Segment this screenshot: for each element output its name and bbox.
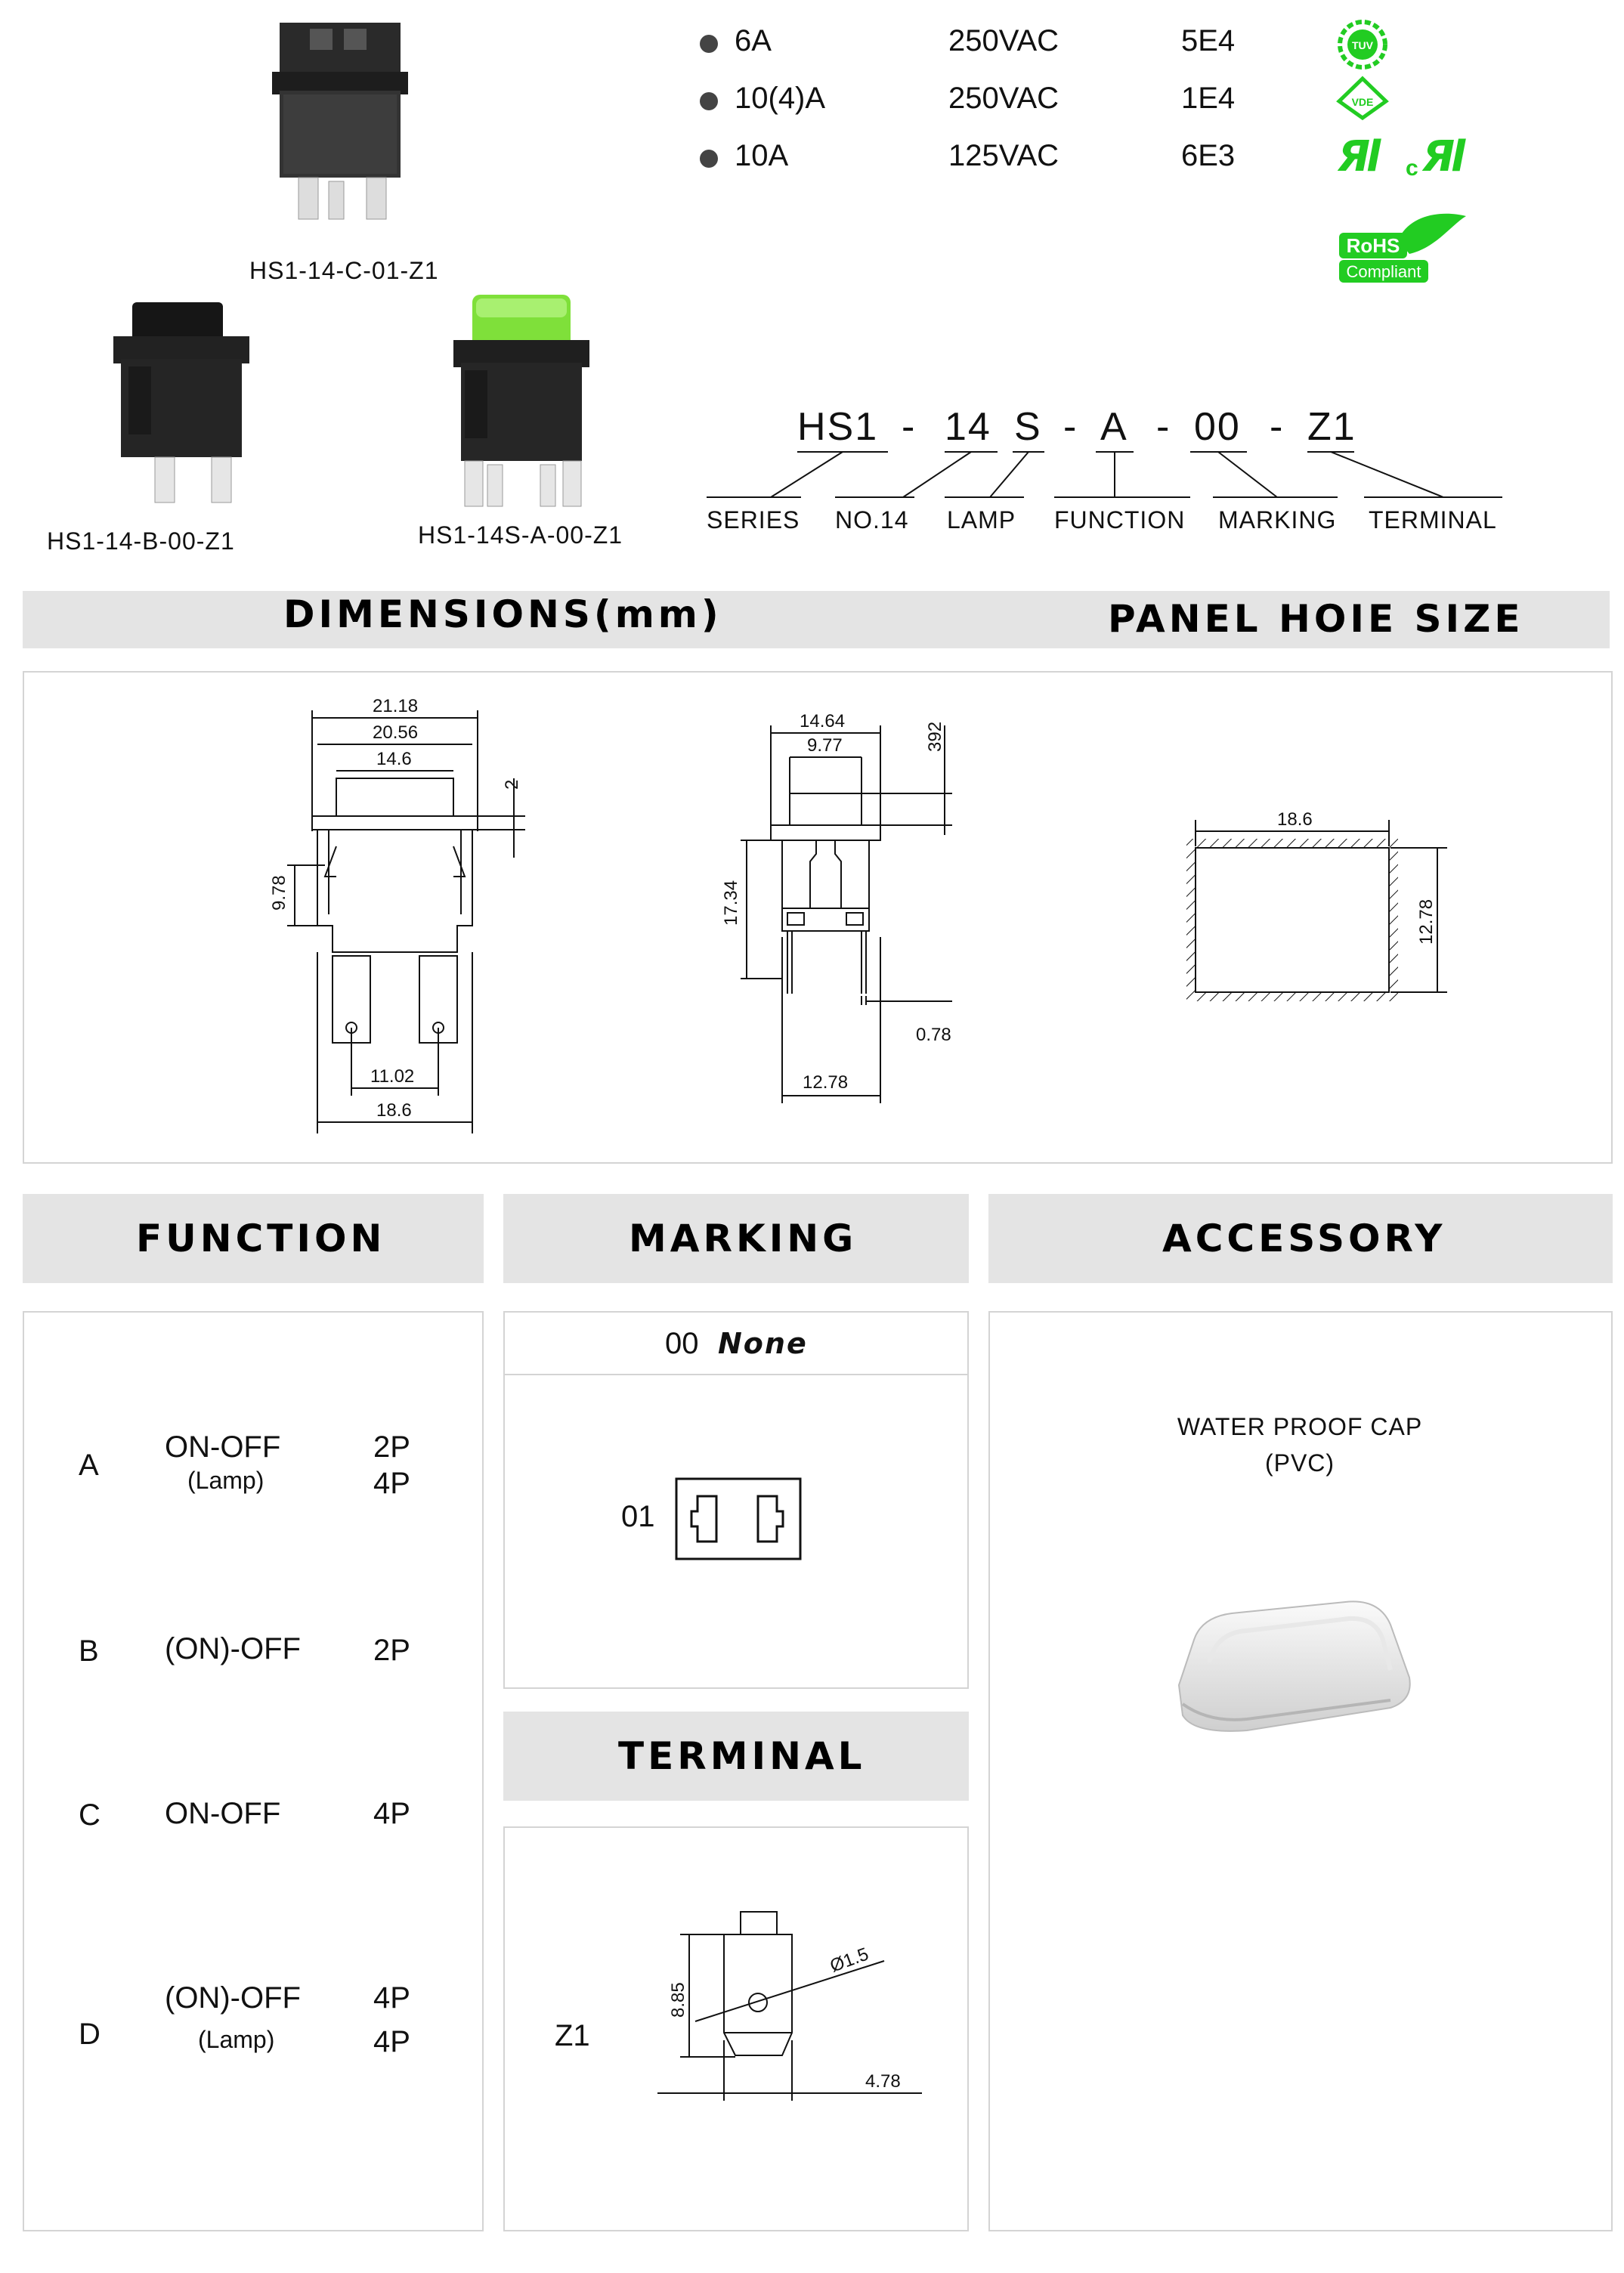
side-view-drawing [710, 695, 998, 1118]
function-pole: 4P [373, 1981, 410, 2015]
code-series: HS1 [797, 405, 879, 449]
svg-text:l: l [1451, 136, 1466, 178]
marking-title: MARKING [629, 1217, 858, 1260]
function-name: ON-OFF [165, 1797, 281, 1830]
bullet-icon [700, 35, 718, 53]
terminal-height-dim: 8.85 [668, 1982, 688, 2018]
rating-current: 6A [735, 24, 772, 57]
part-code-diagram [695, 400, 1511, 544]
rohs-logo-icon [1338, 210, 1474, 286]
code-dash: - [1063, 405, 1078, 449]
accessory-title: ACCESSORY [1162, 1217, 1446, 1260]
code-label-number: NO.14 [835, 506, 909, 533]
marking-divider [505, 1374, 967, 1375]
dim-side-base: 12.78 [803, 1072, 849, 1093]
function-code: C [79, 1798, 101, 1832]
dim-front-top: 2 [502, 779, 522, 790]
rating-row [695, 23, 1285, 68]
svg-text:Я: Я [1338, 136, 1371, 178]
product-label-s: HS1-14S-A-00-Z1 [418, 521, 623, 549]
function-pole: 2P [373, 1634, 410, 1667]
rating-voltage: 250VAC [948, 24, 1059, 57]
rating-cycles: 1E4 [1181, 82, 1236, 115]
code-label-series: SERIES [707, 506, 800, 533]
code-dash: - [1156, 405, 1171, 449]
function-pole: 4P [373, 1467, 410, 1500]
code-label-lamp: LAMP [947, 506, 1016, 533]
function-name: (ON)-OFF [165, 1632, 301, 1665]
function-title: FUNCTION [136, 1217, 386, 1260]
bullet-icon [700, 92, 718, 110]
dim-front-w1: 21.18 [373, 696, 419, 716]
accessory-line2: (PVC) [1264, 1449, 1335, 1477]
dim-side-w2: 9.77 [807, 735, 843, 756]
panel-hole-title: PANEL HOIE SIZE [1108, 597, 1524, 641]
marking-none-label: None [718, 1327, 808, 1360]
function-name: ON-OFF [165, 1430, 281, 1464]
accessory-line1: WATER PROOF CAP [1177, 1413, 1423, 1440]
function-pole: 2P [373, 1430, 410, 1464]
rating-row [695, 80, 1285, 125]
dim-front-pitch: 11.02 [370, 1066, 415, 1087]
function-code: B [79, 1634, 99, 1668]
marking-01-symbol-icon [675, 1477, 803, 1562]
function-note: (Lamp) [187, 1467, 264, 1494]
dim-side-top: 392 [925, 721, 945, 752]
function-pole: 4P [373, 1797, 410, 1830]
code-lamp: S [1014, 405, 1042, 449]
dim-front-base: 18.6 [376, 1100, 412, 1121]
water-proof-cap-image [1164, 1572, 1421, 1768]
product-photo-c [257, 15, 438, 242]
svg-text:l: l [1366, 136, 1381, 178]
rating-current: 10(4)A [735, 82, 826, 115]
code-dash: - [1270, 405, 1285, 449]
product-photo-s [431, 280, 612, 514]
code-terminal: Z1 [1307, 405, 1356, 449]
rating-cycles: 5E4 [1181, 24, 1236, 57]
ratings-table [695, 23, 1285, 189]
rohs-compliant-text: Compliant [1346, 262, 1421, 281]
rohs-text: RoHS [1346, 234, 1400, 257]
terminal-width-dim: 4.78 [865, 2071, 901, 2092]
product-photo-b [98, 280, 280, 514]
svg-text:Я: Я [1422, 136, 1455, 178]
product-label-b: HS1-14-B-00-Z1 [47, 527, 235, 555]
vde-logo-icon [1336, 76, 1389, 121]
code-label-marking: MARKING [1218, 506, 1337, 533]
terminal-code: Z1 [555, 2019, 590, 2052]
code-function: A [1100, 405, 1128, 449]
code-label-function: FUNCTION [1054, 506, 1186, 533]
dim-panel-h: 12.78 [1416, 898, 1437, 945]
panel-hole-drawing [1179, 801, 1466, 1013]
front-view-drawing [257, 695, 559, 1141]
bullet-icon [700, 150, 718, 168]
marking-none-code: 00 [665, 1327, 699, 1360]
function-code: A [79, 1449, 99, 1482]
dimensions-title: DIMENSIONS(mm) [283, 592, 722, 636]
tuv-logo-icon [1336, 18, 1389, 71]
product-label-c: HS1-14-C-01-Z1 [249, 257, 439, 284]
dim-front-w3: 14.6 [376, 749, 412, 769]
dim-front-side: 9.78 [269, 875, 289, 911]
rating-voltage: 250VAC [948, 82, 1059, 115]
function-pole: 4P [373, 2025, 410, 2058]
ul-logo-icon [1338, 136, 1489, 178]
function-note: (Lamp) [198, 2026, 275, 2053]
rating-current: 10A [735, 139, 789, 172]
function-name: (ON)-OFF [165, 1981, 301, 2015]
tuv-text: TUV [1352, 39, 1373, 51]
rating-row [695, 138, 1285, 183]
dim-front-w2: 20.56 [373, 722, 419, 743]
dim-panel-w: 18.6 [1277, 809, 1313, 830]
terminal-drawing [635, 1889, 937, 2131]
dim-side-thick: 0.78 [916, 1025, 951, 1045]
code-dash: - [902, 405, 917, 449]
terminal-title: TERMINAL [618, 1734, 866, 1778]
dim-side-w1: 14.64 [800, 711, 846, 731]
ul-c-text: c [1406, 156, 1418, 178]
marking-01-code: 01 [621, 1500, 655, 1533]
rating-cycles: 6E3 [1181, 139, 1236, 172]
code-number: 14 [945, 405, 991, 449]
function-code: D [79, 2018, 101, 2051]
dim-side-height: 17.34 [721, 880, 741, 926]
code-label-terminal: TERMINAL [1369, 506, 1497, 533]
code-marking: 00 [1194, 405, 1241, 449]
terminal-hole-dim: Ø1.5 [827, 1944, 871, 1977]
rating-voltage: 125VAC [948, 139, 1059, 172]
vde-text: VDE [1351, 96, 1374, 108]
